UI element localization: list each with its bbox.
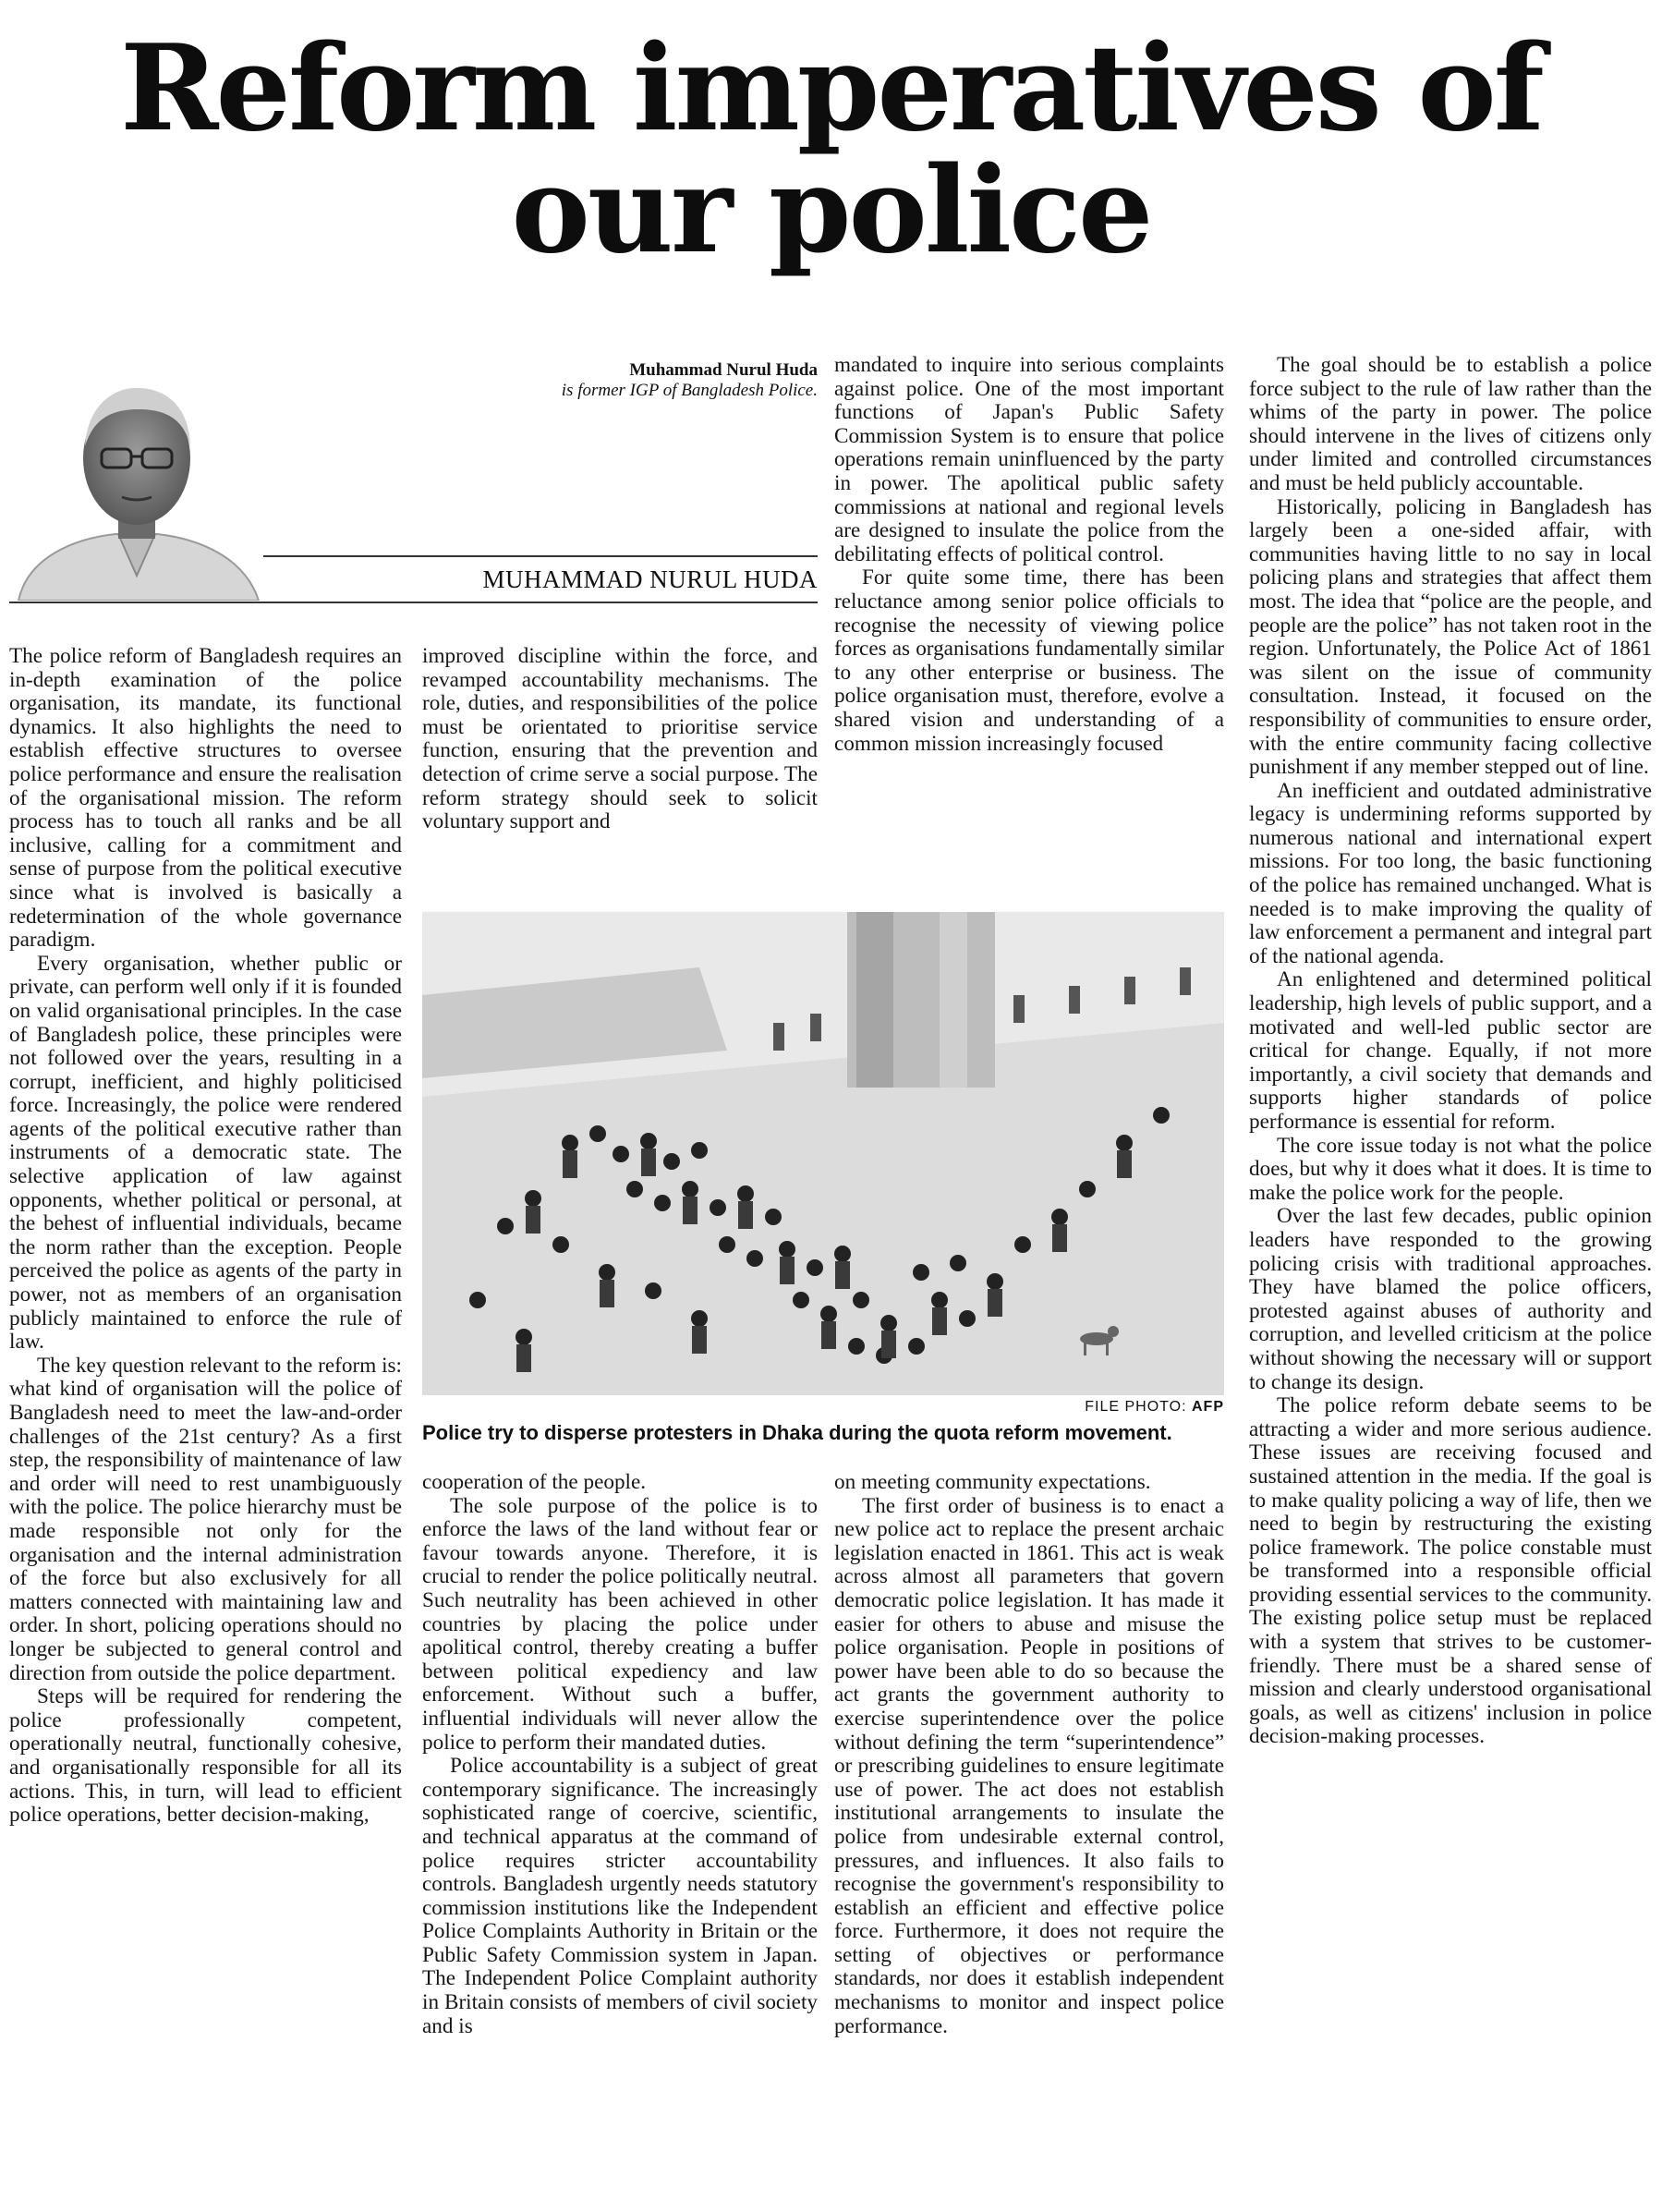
- photo-credit-prefix: FILE PHOTO:: [1085, 1399, 1187, 1415]
- paragraph: The police reform of Bangladesh requires an in-depth examination of the police organisation, its mandate, its functional dynamics. It also highlights the need to establish effective structures to oversee police performance and ensure the realisation of the organisational mission. The reform process has to touch all ranks and be all inclusive, calling for a commitment and sense of purpose from the political executive since what is involved is basically a redetermination of the whole governance paradigm.: [9, 644, 402, 953]
- headline-line-2: our police: [511, 141, 1151, 280]
- paragraph: The goal should be to establish a police force subject to the rule of law rather than the whims of the party in power. The police should intervene in the lives of citizens only under limited and controlled circumstances and must be held publicly accountable.: [1249, 353, 1652, 495]
- paragraph: cooperation of the people.: [422, 1470, 647, 1494]
- byline-rule-bottom: [9, 602, 818, 603]
- paragraph: mandated to inquire into serious complaints against police. One of the most important functions of Japan's Public Safety Commission System is to ensure that police operations remain uninfluenced by the party in power. The apolitical public safety commissions at national and regional levels are designed to insulate the police from the debilitating effects of political control.: [834, 353, 1224, 566]
- paragraph: improved discipline within the force, and revamped accountability mechanisms. The role, duties, and responsibilities of the police must be orientated to prioritise service function, ensuring that the prevention and detection of crime serve a social purpose. The reform strategy should seek to solicit voluntary support and: [422, 644, 818, 834]
- paragraph: An enlightened and determined political leadership, high levels of public support, and a motivated and well-led public sector are critical for change. Equally, if not more importantly, a civil society that demands and supports higher standards of police performance is essential for reform.: [1249, 967, 1652, 1134]
- paragraph: Every organisation, whether public or private, can perform well only if it is founded on valid organisational principles. In the case of Bangladesh police, these principles were not followed over the years, resulting in a corrupt, inefficient, and highly politicised force. Increasingly, the police were rendered agents of the political executive rather than instruments of a democratic state. The selective application of law against opponents, whether political or personal, at the behest of influential individuals, became the norm rather than the exception. People perceived the police as agents of the party in power, not as members of an organisation publicly maintained to enforce the rule of law.: [9, 951, 402, 1355]
- paragraph: An inefficient and outdated administrative legacy is undermining reforms supported by numerous national and international expert missions. For too long, the basic functioning of the police has remained unchanged. What is needed is to make improving the quality of law enforcement a permanent and integral part of the national agenda.: [1249, 778, 1652, 968]
- paragraph: The core issue today is not what the police does, but why it does what it does. It is time to make the police work for the people.: [1249, 1133, 1652, 1205]
- photo-credit-source: AFP: [1192, 1399, 1224, 1415]
- author-byline: [416, 360, 818, 401]
- author-description: is former IGP of Bangladesh Police.: [561, 381, 818, 400]
- headline-line-1: Reform imperatives of: [120, 19, 1542, 158]
- paragraph: The sole purpose of the police is to enforce the laws of the land without fear or favour towards anyone. Therefore, it is crucial to render the police politically neutral. Such neutrality has been achieved in other countries by placing the police under apolitical control, thereby creating a buffer between political expediency and law enforcement. Without such a buffer, influential individuals will never allow the police to perform their mandated duties.: [422, 1493, 818, 1755]
- paragraph: The key question relevant to the reform is: what kind of organisation will the police of Bangladesh need to meet the law-and-order challenges of the 21st century? As a first step, the responsibility of maintenance of law and order will need to rest unambiguously with the police. The police hierarchy must be made responsible not only for the organisation and the internal administration of the force but also exclusively for all matters connected with maintaining law and order. In short, policing operations should no longer be subjected to general control and direction from outside the police department.: [9, 1353, 402, 1685]
- paragraph: Police accountability is a subject of great contemporary significance. The increasingly sophisticated range of coercive, scientific, and technical apparatus at the command of police requires stricter accountability controls. Bangladesh urgently needs statutory commission institutions like the Independent Police Complaints Authority in Britain or the Public Safety Commission system in Japan. The Independent Police Complaint authority in Britain consists of members of civil society and is: [422, 1754, 818, 2038]
- news-photo: [422, 912, 1224, 1395]
- photo-credit: [831, 1399, 1224, 1416]
- paragraph: on meeting community expectations.: [834, 1470, 1151, 1494]
- column-3-top: [834, 354, 1224, 756]
- column-2-bottom: [422, 1471, 818, 2038]
- byline-rule-top: [263, 555, 818, 557]
- column-4: [1249, 354, 1652, 1749]
- paragraph: Over the last few decades, public opinion leaders have responded to the growing policing crisis with traditional approaches. They have blamed the police officers, protested against abuses of authority and corruption, and levelled criticism at the police without showing the necessary will or support to change its design.: [1249, 1204, 1652, 1394]
- author-name: Muhammad Nurul Huda: [629, 360, 818, 380]
- paragraph: Historically, policing in Bangladesh has largely been a one-sided affair, with communities having little to no say in local policing plans and strategies that affect them most. The idea that “police are the people, and people are the police” has not taken root in the region. Unfortunately, the Police Act of 1861 was silent on the issue of community consultation. Instead, it focused on the responsibility of communities to ensure order, with the entire community facing collective punishment if any member stepped out of line.: [1249, 494, 1652, 780]
- photo-caption: Police try to disperse protesters in Dhaka during the quota reform movement.: [422, 1421, 1172, 1444]
- author-portrait: [9, 359, 263, 601]
- column-2-top: [422, 645, 818, 834]
- paragraph: The police reform debate seems to be attracting a wider and more serious audience. These issues are receiving focused and sustained attention in the media. If the goal is to make quality policing a way of life, then we need to begin by restructuring the existing police framework. The police constable must be transformed into a responsible official providing essential services to the community. The existing police setup must be replaced with a system that strives to be customer-friendly. There must be a shared sense of mission and clearly understood organisational goals, as well as citizens' inclusion in police decision-making processes.: [1249, 1393, 1652, 1749]
- paragraph: Steps will be required for rendering the police professionally competent, operationally neutral, functionally cohesive, and organisationally responsible for all its actions. This, in turn, will lead to efficient police operations, better decision-making,: [9, 1684, 402, 1828]
- paragraph: For quite some time, there has been reluctance among senior police officials to recognise the necessity of viewing police forces as organisations fundamentally similar to any other enterprise or business. The police organisation must, therefore, evolve a shared vision and understanding of a common mission increasingly focused: [834, 565, 1224, 756]
- column-3-bottom: [834, 1471, 1224, 2038]
- author-name-caps: MUHAMMAD NURUL HUDA: [482, 565, 818, 593]
- headline: [0, 19, 1662, 280]
- column-1: [9, 645, 402, 1828]
- paragraph: The first order of business is to enact a new police act to replace the present archaic legislation enacted in 1861. This act is weak across almost all parameters that govern democratic police legislation. It has made it easier for others to abuse and misuse the police organisation. People in positions of power have been able to do so because the act grants the government authority to exercise superintendence over the police without defining the term “superintendence” or prescribing guidelines to ensure legitimate use of power. The act does not establish institutional arrangements to insulate the police from undesirable external control, pressures, and influences. It also fails to recognise the government's responsibility to establish an efficient and effective police force. Furthermore, it does not require the setting of objectives or performance standards, nor does it establish independent mechanisms to monitor and inspect police performance.: [834, 1493, 1224, 2038]
